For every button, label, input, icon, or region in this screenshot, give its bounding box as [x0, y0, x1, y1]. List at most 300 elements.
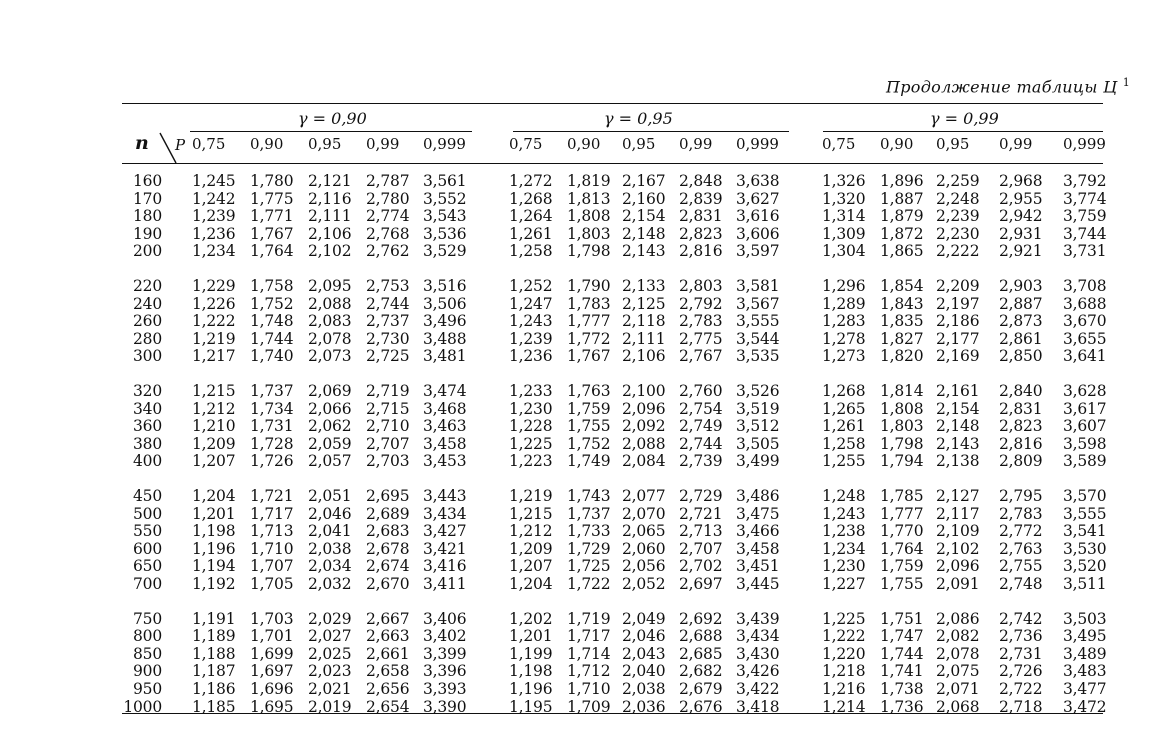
- value-cell: 3,511: [1063, 575, 1107, 593]
- n-cell: 380: [133, 434, 162, 453]
- value-cell: 2,715: [366, 399, 410, 418]
- value-cell: 1,229: [192, 277, 236, 295]
- value-cell: 1,714: [567, 644, 611, 663]
- value-cell: 2,748: [999, 575, 1043, 593]
- column-header-p: 0,99: [999, 135, 1033, 153]
- value-cell: 1,747: [880, 627, 924, 646]
- value-cell: 3,503: [1063, 609, 1107, 628]
- value-cell: 1,196: [509, 680, 553, 698]
- value-cell: 1,729: [567, 539, 611, 558]
- value-cell: 2,850: [999, 347, 1043, 366]
- value-cell: 1,712: [567, 662, 611, 681]
- value-cell: 2,816: [679, 242, 723, 261]
- value-cell: 2,248: [936, 189, 980, 208]
- column-header-p: 0,99: [366, 135, 400, 153]
- value-cell: 2,848: [679, 172, 723, 190]
- value-cell: 1,226: [192, 294, 236, 313]
- value-cell: 2,088: [622, 434, 666, 453]
- value-cell: 2,078: [936, 644, 980, 663]
- value-cell: 1,245: [192, 172, 236, 190]
- value-cell: 3,443: [423, 487, 467, 505]
- value-cell: 1,273: [822, 347, 866, 366]
- value-cell: 3,530: [1063, 539, 1107, 558]
- value-cell: 2,840: [999, 382, 1043, 400]
- value-cell: 3,627: [736, 189, 780, 208]
- value-cell: 2,861: [999, 329, 1043, 348]
- value-cell: 2,186: [936, 312, 980, 331]
- value-cell: 2,729: [679, 487, 723, 505]
- value-cell: 1,717: [250, 504, 294, 523]
- caption-footnote-mark: 1: [1122, 76, 1131, 89]
- value-cell: 1,209: [509, 539, 553, 558]
- value-cell: 1,199: [509, 644, 553, 663]
- value-cell: 2,077: [622, 487, 666, 505]
- value-cell: 1,759: [880, 557, 924, 576]
- value-cell: 1,198: [192, 522, 236, 541]
- value-cell: 1,775: [250, 189, 294, 208]
- value-cell: 1,872: [880, 224, 924, 243]
- value-cell: 3,406: [423, 609, 467, 628]
- column-header-p: 0,95: [936, 135, 970, 153]
- value-cell: 2,697: [679, 575, 723, 593]
- value-cell: 2,111: [622, 329, 666, 348]
- value-cell: 2,117: [936, 504, 980, 523]
- value-cell: 1,204: [509, 575, 553, 593]
- value-cell: 1,741: [880, 662, 924, 681]
- value-cell: 1,214: [822, 697, 866, 716]
- value-cell: 3,426: [736, 662, 780, 681]
- value-cell: 3,416: [423, 557, 467, 576]
- value-cell: 1,790: [567, 277, 611, 295]
- value-cell: 1,236: [192, 224, 236, 243]
- value-cell: 2,088: [308, 294, 352, 313]
- value-cell: 1,216: [822, 680, 866, 698]
- value-cell: 2,106: [622, 347, 666, 366]
- value-cell: 3,489: [1063, 644, 1107, 663]
- value-cell: 1,230: [822, 557, 866, 576]
- value-cell: 2,169: [936, 347, 980, 366]
- value-cell: 3,463: [423, 417, 467, 436]
- value-cell: 1,737: [250, 382, 294, 400]
- value-cell: 2,259: [936, 172, 980, 190]
- value-cell: 1,798: [880, 434, 924, 453]
- value-cell: 2,688: [679, 627, 723, 646]
- value-cell: 3,422: [736, 680, 780, 698]
- value-cell: 2,823: [679, 224, 723, 243]
- value-cell: 1,187: [192, 662, 236, 681]
- value-cell: 1,770: [880, 522, 924, 541]
- value-cell: 2,143: [622, 242, 666, 261]
- value-cell: 2,102: [936, 539, 980, 558]
- column-header-p: 0,999: [736, 135, 779, 153]
- value-cell: 1,854: [880, 277, 924, 295]
- value-cell: 3,458: [736, 539, 780, 558]
- value-cell: 2,702: [679, 557, 723, 576]
- value-cell: 1,887: [880, 189, 924, 208]
- value-cell: 3,399: [423, 644, 467, 663]
- value-cell: 2,762: [366, 242, 410, 261]
- value-cell: 1,751: [880, 609, 924, 628]
- value-cell: 1,713: [250, 522, 294, 541]
- value-cell: 3,421: [423, 539, 467, 558]
- column-header-p: 0,90: [880, 135, 914, 153]
- value-cell: 1,326: [822, 172, 866, 190]
- value-cell: 2,160: [622, 189, 666, 208]
- value-cell: 1,764: [880, 539, 924, 558]
- value-cell: 2,839: [679, 189, 723, 208]
- value-cell: 3,526: [736, 382, 780, 400]
- value-cell: 1,758: [250, 277, 294, 295]
- value-cell: 3,617: [1063, 399, 1107, 418]
- value-cell: 1,186: [192, 680, 236, 698]
- column-header-p: 0,90: [250, 135, 284, 153]
- value-cell: 2,068: [936, 697, 980, 716]
- n-cell: 240: [133, 294, 162, 313]
- value-cell: 1,296: [822, 277, 866, 295]
- value-cell: 2,109: [936, 522, 980, 541]
- value-cell: 2,059: [308, 434, 352, 453]
- group-rule-095: [513, 131, 789, 132]
- value-cell: 1,230: [509, 399, 553, 418]
- value-cell: 1,896: [880, 172, 924, 190]
- value-cell: 1,261: [822, 417, 866, 436]
- n-cell: 900: [133, 662, 162, 681]
- value-cell: 3,483: [1063, 662, 1107, 681]
- n-cell: 340: [133, 399, 162, 418]
- value-cell: 2,023: [308, 662, 352, 681]
- value-cell: 3,486: [736, 487, 780, 505]
- value-cell: 2,154: [936, 399, 980, 418]
- value-cell: 1,320: [822, 189, 866, 208]
- value-cell: 3,520: [1063, 557, 1107, 576]
- value-cell: 3,759: [1063, 207, 1107, 226]
- value-cell: 3,445: [736, 575, 780, 593]
- value-cell: 3,439: [736, 609, 780, 628]
- value-cell: 2,767: [679, 347, 723, 366]
- value-cell: 2,040: [622, 662, 666, 681]
- value-cell: 3,589: [1063, 452, 1107, 471]
- value-cell: 3,616: [736, 207, 780, 226]
- value-cell: 2,722: [999, 680, 1043, 698]
- value-cell: 1,709: [567, 697, 611, 716]
- value-cell: 1,261: [509, 224, 553, 243]
- value-cell: 1,780: [250, 172, 294, 190]
- value-cell: 2,073: [308, 347, 352, 366]
- n-cell: 550: [133, 522, 162, 541]
- value-cell: 2,082: [936, 627, 980, 646]
- value-cell: 1,248: [822, 487, 866, 505]
- value-cell: 3,434: [423, 504, 467, 523]
- value-cell: 2,744: [366, 294, 410, 313]
- column-header-p: 0,999: [423, 135, 466, 153]
- value-cell: 3,561: [423, 172, 467, 190]
- value-cell: 3,541: [1063, 522, 1107, 541]
- n-cell: 700: [133, 575, 162, 593]
- value-cell: 3,607: [1063, 417, 1107, 436]
- value-cell: 3,519: [736, 399, 780, 418]
- n-cell: 750: [133, 609, 162, 628]
- value-cell: 2,084: [622, 452, 666, 471]
- value-cell: 1,814: [880, 382, 924, 400]
- n-cell: 450: [133, 487, 162, 505]
- value-cell: 3,505: [736, 434, 780, 453]
- value-cell: 1,808: [567, 207, 611, 226]
- value-cell: 1,204: [192, 487, 236, 505]
- value-cell: 2,676: [679, 697, 723, 716]
- value-cell: 2,019: [308, 697, 352, 716]
- value-cell: 2,753: [366, 277, 410, 295]
- value-cell: 1,234: [822, 539, 866, 558]
- value-cell: 2,768: [366, 224, 410, 243]
- value-cell: 2,968: [999, 172, 1043, 190]
- n-cell: 190: [133, 224, 162, 243]
- value-cell: 2,725: [366, 347, 410, 366]
- value-cell: 3,488: [423, 329, 467, 348]
- value-cell: 2,102: [308, 242, 352, 261]
- value-cell: 2,816: [999, 434, 1043, 453]
- n-cell: 280: [133, 329, 162, 348]
- value-cell: 1,734: [250, 399, 294, 418]
- n-cell: 180: [133, 207, 162, 226]
- value-cell: 2,755: [999, 557, 1043, 576]
- value-cell: 3,466: [736, 522, 780, 541]
- value-cell: 2,903: [999, 277, 1043, 295]
- value-cell: 3,506: [423, 294, 467, 313]
- value-cell: 2,092: [622, 417, 666, 436]
- value-cell: 2,695: [366, 487, 410, 505]
- value-cell: 3,516: [423, 277, 467, 295]
- value-cell: 1,743: [567, 487, 611, 505]
- value-cell: 2,056: [622, 557, 666, 576]
- value-cell: 1,236: [509, 347, 553, 366]
- value-cell: 2,167: [622, 172, 666, 190]
- value-cell: 2,703: [366, 452, 410, 471]
- value-cell: 1,767: [567, 347, 611, 366]
- value-cell: 1,210: [192, 417, 236, 436]
- value-cell: 1,777: [567, 312, 611, 331]
- value-cell: 1,726: [250, 452, 294, 471]
- group-rule-099: [823, 131, 1103, 132]
- value-cell: 1,212: [192, 399, 236, 418]
- value-cell: 1,733: [567, 522, 611, 541]
- value-cell: 2,742: [999, 609, 1043, 628]
- value-cell: 1,763: [567, 382, 611, 400]
- value-cell: 2,763: [999, 539, 1043, 558]
- value-cell: 3,434: [736, 627, 780, 646]
- value-cell: 1,772: [567, 329, 611, 348]
- value-cell: 1,225: [822, 609, 866, 628]
- value-cell: 2,209: [936, 277, 980, 295]
- value-cell: 1,192: [192, 575, 236, 593]
- value-cell: 2,775: [679, 329, 723, 348]
- value-cell: 1,748: [250, 312, 294, 331]
- value-cell: 2,692: [679, 609, 723, 628]
- value-cell: 1,202: [509, 609, 553, 628]
- value-cell: 2,095: [308, 277, 352, 295]
- value-cell: 2,032: [308, 575, 352, 593]
- column-header-p: 0,999: [1063, 135, 1106, 153]
- value-cell: 2,795: [999, 487, 1043, 505]
- n-cell: 160: [133, 172, 162, 190]
- value-cell: 2,066: [308, 399, 352, 418]
- column-header-p: 0,75: [822, 135, 856, 153]
- value-cell: 2,230: [936, 224, 980, 243]
- value-cell: 2,049: [622, 609, 666, 628]
- value-cell: 2,683: [366, 522, 410, 541]
- n-cell: 850: [133, 644, 162, 663]
- table-caption: [886, 76, 1130, 96]
- value-cell: 1,843: [880, 294, 924, 313]
- column-header-p: 0,95: [308, 135, 342, 153]
- value-cell: 1,243: [822, 504, 866, 523]
- column-header-p: 0,75: [509, 135, 543, 153]
- value-cell: 2,154: [622, 207, 666, 226]
- value-cell: 2,065: [622, 522, 666, 541]
- value-cell: 1,228: [509, 417, 553, 436]
- value-cell: 1,699: [250, 644, 294, 663]
- value-cell: 3,529: [423, 242, 467, 261]
- value-cell: 2,060: [622, 539, 666, 558]
- value-cell: 3,598: [1063, 434, 1107, 453]
- value-cell: 3,638: [736, 172, 780, 190]
- value-cell: 3,512: [736, 417, 780, 436]
- value-cell: 3,567: [736, 294, 780, 313]
- value-cell: 3,390: [423, 697, 467, 716]
- value-cell: 1,879: [880, 207, 924, 226]
- value-cell: 3,555: [736, 312, 780, 331]
- value-cell: 1,219: [509, 487, 553, 505]
- value-cell: 2,719: [366, 382, 410, 400]
- value-cell: 1,719: [567, 609, 611, 628]
- column-header-p: 0,90: [567, 135, 601, 153]
- value-cell: 2,656: [366, 680, 410, 698]
- value-cell: 1,218: [822, 662, 866, 681]
- value-cell: 2,177: [936, 329, 980, 348]
- value-cell: 1,227: [822, 575, 866, 593]
- value-cell: 1,264: [509, 207, 553, 226]
- value-cell: 2,034: [308, 557, 352, 576]
- value-cell: 2,736: [999, 627, 1043, 646]
- value-cell: 1,703: [250, 609, 294, 628]
- value-cell: 2,111: [308, 207, 352, 226]
- value-cell: 1,239: [192, 207, 236, 226]
- value-cell: 2,091: [936, 575, 980, 593]
- value-cell: 1,222: [822, 627, 866, 646]
- value-cell: 3,731: [1063, 242, 1107, 261]
- value-cell: 1,764: [250, 242, 294, 261]
- value-cell: 3,688: [1063, 294, 1107, 313]
- value-cell: 1,207: [192, 452, 236, 471]
- table-top-rule: [122, 103, 1103, 104]
- n-cell: 360: [133, 417, 162, 436]
- value-cell: 1,189: [192, 627, 236, 646]
- value-cell: 1,265: [822, 399, 866, 418]
- value-cell: 2,783: [999, 504, 1043, 523]
- value-cell: 2,127: [936, 487, 980, 505]
- value-cell: 1,794: [880, 452, 924, 471]
- n-cell: 260: [133, 312, 162, 331]
- value-cell: 2,887: [999, 294, 1043, 313]
- value-cell: 1,865: [880, 242, 924, 261]
- value-cell: 2,116: [308, 189, 352, 208]
- n-cell: 220: [133, 277, 162, 295]
- value-cell: 2,051: [308, 487, 352, 505]
- value-cell: 1,835: [880, 312, 924, 331]
- value-cell: 2,737: [366, 312, 410, 331]
- value-cell: 1,289: [822, 294, 866, 313]
- n-cell: 170: [133, 189, 162, 208]
- value-cell: 3,552: [423, 189, 467, 208]
- value-cell: 1,755: [567, 417, 611, 436]
- value-cell: 3,481: [423, 347, 467, 366]
- value-cell: 2,239: [936, 207, 980, 226]
- column-header-p: 0,99: [679, 135, 713, 153]
- value-cell: 2,222: [936, 242, 980, 261]
- value-cell: 2,730: [366, 329, 410, 348]
- value-cell: 3,393: [423, 680, 467, 698]
- value-cell: 2,921: [999, 242, 1043, 261]
- value-cell: 2,809: [999, 452, 1043, 471]
- value-cell: 3,430: [736, 644, 780, 663]
- value-cell: 3,418: [736, 697, 780, 716]
- value-cell: 1,185: [192, 697, 236, 716]
- value-cell: 2,029: [308, 609, 352, 628]
- value-cell: 3,655: [1063, 329, 1107, 348]
- value-cell: 1,268: [509, 189, 553, 208]
- value-cell: 2,780: [366, 189, 410, 208]
- value-cell: 1,728: [250, 434, 294, 453]
- value-cell: 3,597: [736, 242, 780, 261]
- value-cell: 2,682: [679, 662, 723, 681]
- value-cell: 1,258: [509, 242, 553, 261]
- value-cell: 3,499: [736, 452, 780, 471]
- value-cell: 2,052: [622, 575, 666, 593]
- value-cell: 2,787: [366, 172, 410, 190]
- value-cell: 2,138: [936, 452, 980, 471]
- value-cell: 3,474: [423, 382, 467, 400]
- value-cell: 2,121: [308, 172, 352, 190]
- value-cell: 3,496: [423, 312, 467, 331]
- value-cell: 1,278: [822, 329, 866, 348]
- value-cell: 1,737: [567, 504, 611, 523]
- n-cell: 500: [133, 504, 162, 523]
- value-cell: 2,036: [622, 697, 666, 716]
- value-cell: 1,744: [880, 644, 924, 663]
- value-cell: 2,078: [308, 329, 352, 348]
- value-cell: 2,667: [366, 609, 410, 628]
- value-cell: 1,223: [509, 452, 553, 471]
- value-cell: 2,062: [308, 417, 352, 436]
- value-cell: 1,304: [822, 242, 866, 261]
- value-cell: 3,477: [1063, 680, 1107, 698]
- value-cell: 2,046: [308, 504, 352, 523]
- column-header-p: 0,75: [192, 135, 226, 153]
- value-cell: 1,283: [822, 312, 866, 331]
- value-cell: 2,038: [308, 539, 352, 558]
- n-cell: 600: [133, 539, 162, 558]
- value-cell: 2,654: [366, 697, 410, 716]
- value-cell: 1,258: [822, 434, 866, 453]
- value-cell: 1,695: [250, 697, 294, 716]
- value-cell: 2,021: [308, 680, 352, 698]
- value-cell: 1,201: [509, 627, 553, 646]
- value-cell: 2,118: [622, 312, 666, 331]
- value-cell: 3,570: [1063, 487, 1107, 505]
- value-cell: 1,188: [192, 644, 236, 663]
- n-cell: 1000: [123, 697, 162, 716]
- value-cell: 2,025: [308, 644, 352, 663]
- value-cell: 1,710: [250, 539, 294, 558]
